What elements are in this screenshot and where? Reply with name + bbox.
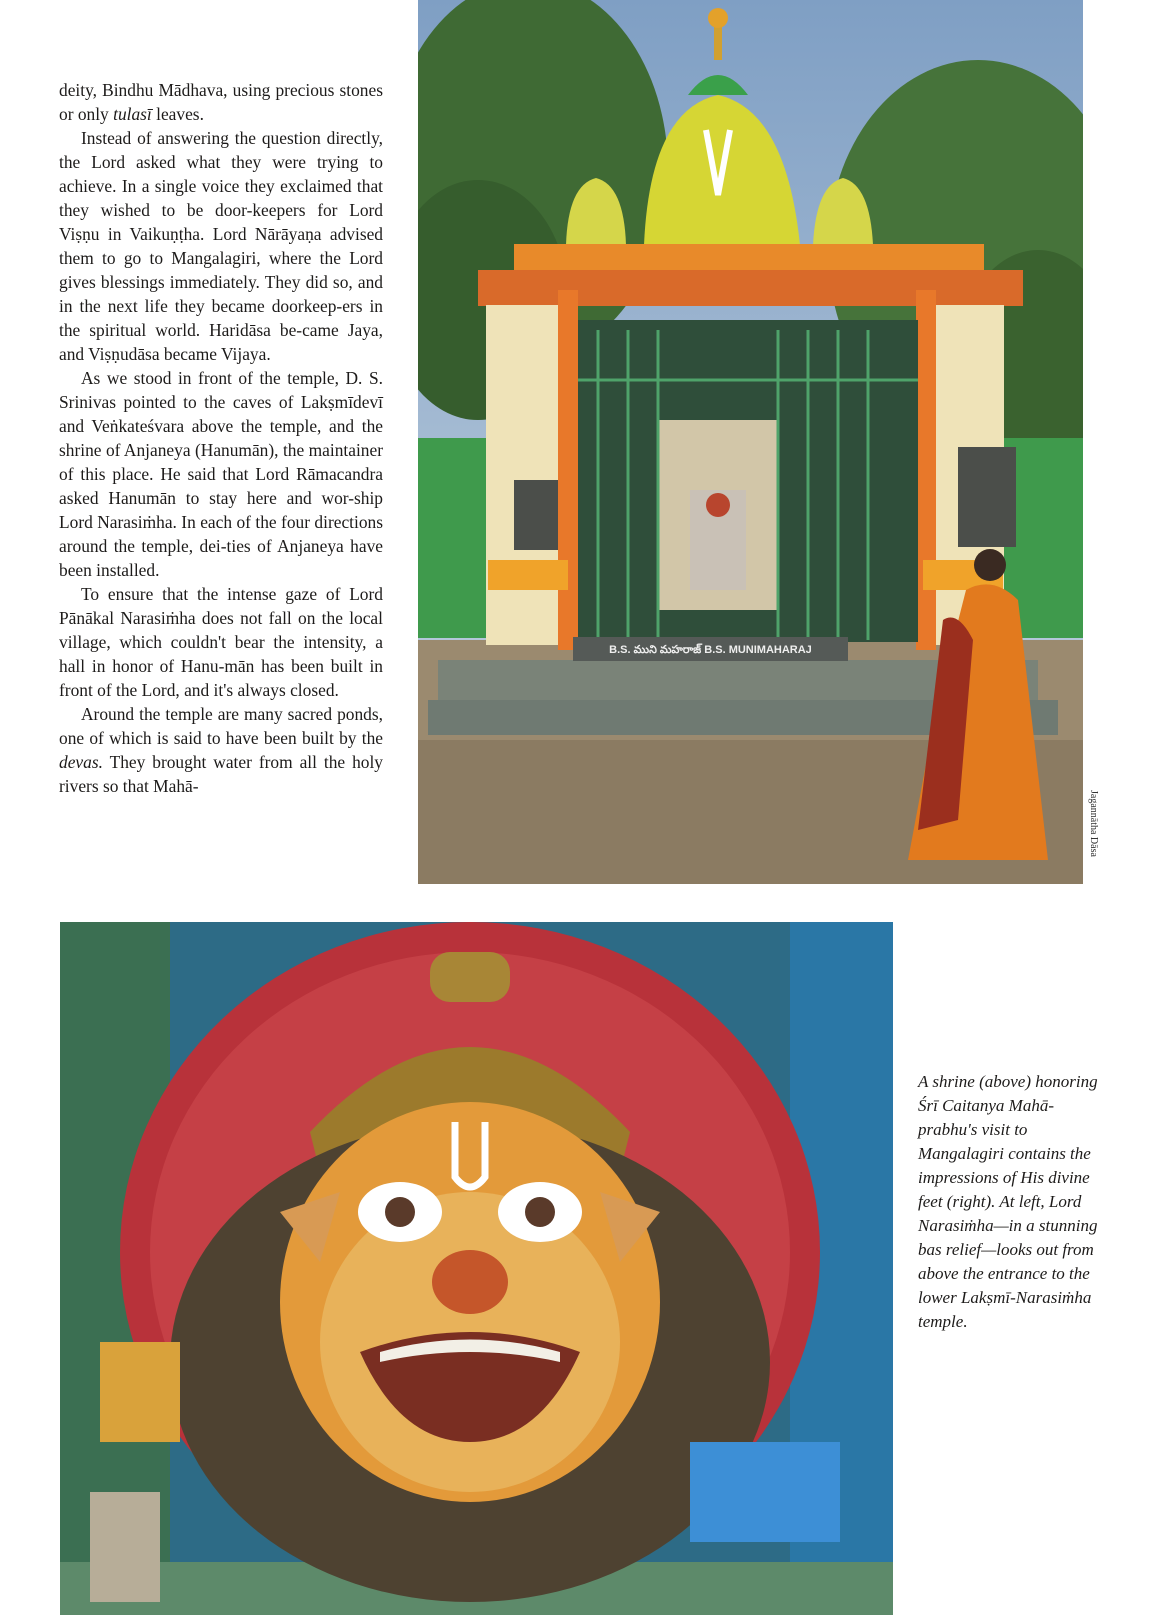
- shrine-sign: B.S. ముని మహరాజ్ B.S. MUNIMAHARAJ: [609, 644, 812, 656]
- photo-caption: A shrine (above) honoring Śrī Caitanya Mahā-prabhu's visit to Mangalagiri contains the impressions of His divine feet (right). At left, Lord Narasiṁha—in a stunning bas relief—looks out from above the entrance to the lower Lakṣmī-Narasiṁha temple.: [918, 1072, 1098, 1331]
- shrine-photo: [418, 0, 1083, 884]
- article-paragraph-5: Around the temple are many sacred ponds, one of which is said to have been built by the devas. They brought water from all the holy rivers so that Mahā-: [59, 704, 383, 796]
- article-paragraph-2: Instead of answering the question directly, the Lord asked what they were trying to achieve. In a single voice they exclaimed that they wished to be door-keepers for Lord Viṣṇu in Vaikuṇṭha. Lord Nārāyaṇa advised them to go to Mangalagiri, where the Lord gives blessings immediately. They did so, and in the next life they became doorkeep-ers in the spiritual world. Haridāsa be-came Jaya, and Viṣṇudāsa became Vijaya.: [59, 128, 383, 364]
- narasimha-illustration: [60, 922, 893, 1615]
- shrine-illustration: [418, 0, 1083, 884]
- article-paragraph-1: deity, Bindhu Mādhava, using precious stones or only tulasī leaves.: [59, 80, 383, 124]
- article-paragraph-4: To ensure that the intense gaze of Lord Pānākal Narasiṁha does not fall on the local village, which couldn't bear the intensity, a hall in honor of Hanu-mān has been built in front of the Lord, and it's always closed.: [59, 584, 383, 700]
- article-column: [59, 78, 383, 798]
- article-paragraph-3: As we stood in front of the temple, D. S. Srinivas pointed to the caves of Lakṣmīdevī and Veṅkateśvara above the temple, and the shrine of Anjaneya (Hanumān), the maintainer of this place. He said that Lord Rāmacandra asked Hanumān to stay here and wor-ship Lord Narasiṁha. In each of the four directions around the temple, dei-ties of Anjaneya have been installed.: [59, 368, 383, 580]
- narasimha-relief-photo: [60, 922, 893, 1615]
- photo-credit: Jagannātha Dāsa: [1088, 790, 1099, 857]
